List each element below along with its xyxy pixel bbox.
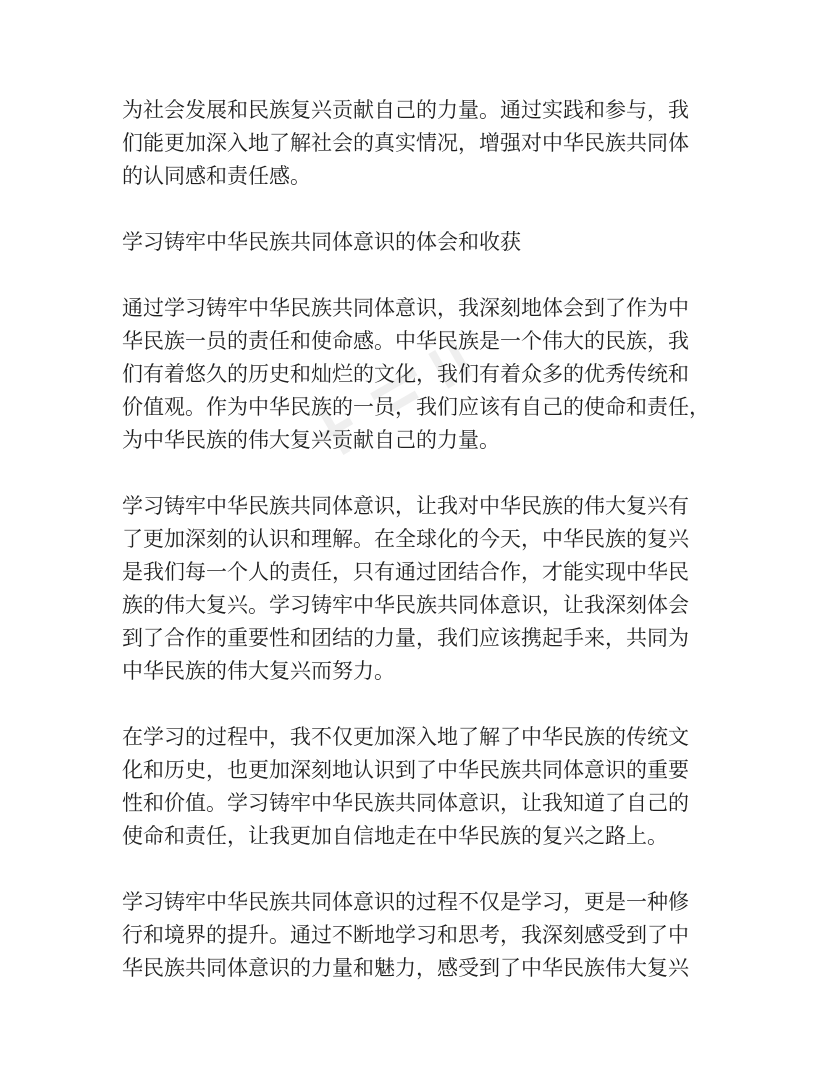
- section-heading: 学习铸牢中华民族共同体意识的体会和收获: [122, 230, 521, 254]
- paragraph: 在学习的过程中，我不仅更加深入地了解了中华民族的传统文 化和历史，也更加深刻地认识到了中华民族共同体意识的重要 性和价值。学习铸牢中华民族共同体意识，让我知道了自己的 使命和责任，让我更加自信地走在中华民族的复兴之路上。: [122, 725, 689, 848]
- paragraph: 为社会发展和民族复兴贡献自己的力量。通过实践和参与，我 们能更加深入地了解社会的真实情况，增强对中华民族共同体 的认同感和责任感。: [122, 98, 689, 188]
- paragraph: 学习铸牢中华民族共同体意识的过程不仅是学习，更是一种修 行和境界的提升。通过不断地学习和思考，我深刻感受到了中 华民族共同体意识的力量和魅力，感受到了中华民族伟大复兴: [122, 890, 689, 980]
- document-body: [122, 94, 714, 1018]
- paragraph: 学习铸牢中华民族共同体意识，让我对中华民族的伟大复兴有 了更加深刻的认识和理解。在全球化的今天，中华民族的复兴 是我们每一个人的责任，只有通过团结合作，才能实现中华民 族的伟大复兴。学习铸牢中华民族共同体意识，让我深刻体会 到了合作的重要性和团结的力量，我们应该携起手来，共同为 中华民族的伟大复兴而努力。: [122, 494, 689, 683]
- paragraph: 通过学习铸牢中华民族共同体意识，我深刻地体会到了作为中 华民族一员的责任和使命感。中华民族是一个伟大的民族，我 们有着悠久的历史和灿烂的文化，我们有着众多的优秀传统和 价值观。作为中华民族的一员，我们应该有自己的使命和责任， 为中华民族的伟大复兴贡献自己的力量。: [122, 296, 710, 452]
